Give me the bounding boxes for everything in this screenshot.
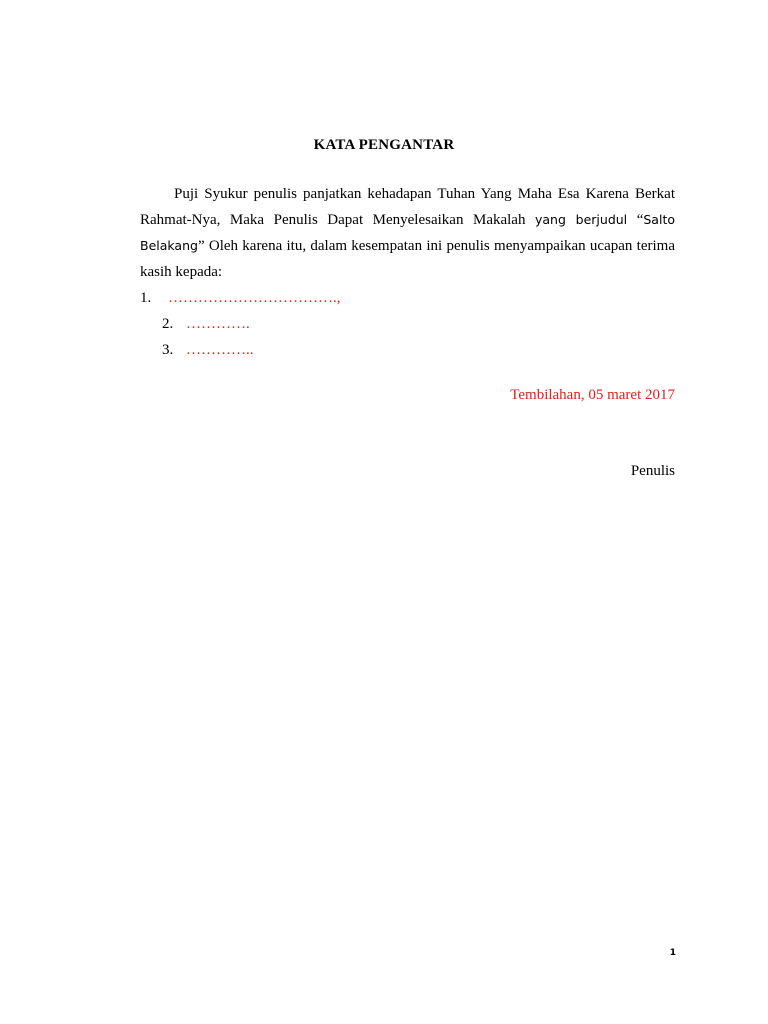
page-title: KATA PENGANTAR — [313, 137, 455, 153]
list-item-number: 3. — [162, 342, 174, 358]
paragraph-text-part1: Puji Syukur penulis panjatkan kehadapan Tuhan Yang Maha Esa Karena Berkat Rahmat-Nya, Maka Penulis Dapat Menyelesaikan Makalah — [140, 186, 675, 228]
paragraph-text-part2: yang berjudul — [535, 212, 628, 227]
paragraph-text-part5: ” Oleh karena itu, dalam kesempatan ini penulis menyampaikan ucapan terima kasih kepada: — [140, 238, 675, 280]
list-item-placeholder: ………….. — [186, 342, 254, 358]
paragraph-text-part4: Salto Belakang — [140, 212, 675, 253]
list-item — [140, 311, 675, 337]
list-item-number: 1. — [140, 290, 152, 306]
list-item-placeholder: …………. — [186, 316, 250, 332]
date-line: Tembilahan, 05 maret 2017 — [510, 387, 675, 403]
list-item — [140, 337, 675, 363]
paragraph-text-part3: “ — [627, 212, 644, 228]
page-number: 1 — [669, 948, 676, 958]
intro-paragraph — [140, 181, 675, 285]
list-item — [140, 285, 675, 311]
list-item-placeholder: ……………………………., — [168, 290, 341, 306]
list-item-number: 2. — [162, 316, 174, 332]
author-signature: Penulis — [630, 463, 675, 479]
thanks-list — [140, 285, 675, 363]
